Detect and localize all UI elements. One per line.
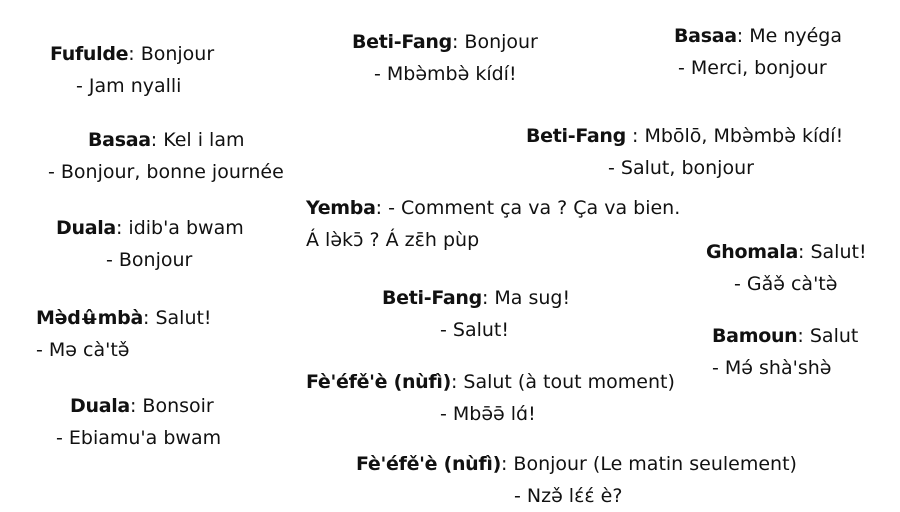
translation-line: Á lə̀kɔ̄ ? Á zɛ̄h pùp <box>306 229 480 251</box>
translation-line: - Mə́ shà'shə̀ <box>712 357 832 379</box>
language-name: Beti-Fang <box>526 125 626 147</box>
greeting-line <box>356 448 797 480</box>
greeting-text: : Bonjour <box>128 43 215 65</box>
greeting-text: : Salut! <box>798 241 867 263</box>
greeting-line <box>526 120 843 152</box>
language-name: Fufulde <box>50 43 129 65</box>
language-name: Bamoun <box>712 325 798 347</box>
translation-line: - Merci, bonjour <box>678 57 827 79</box>
entry-bamoun <box>712 320 858 384</box>
greeting-text: : Kel i lam <box>150 129 245 151</box>
translation-line: - Nzə̌ lɛ́ɛ́ è? <box>514 485 623 507</box>
entry-beti-fang-2 <box>526 120 843 184</box>
language-name: Fè'éfě'è (nùfì) <box>306 371 451 393</box>
translation-line: - Jam nyalli <box>76 75 182 97</box>
entry-medumba <box>36 302 212 366</box>
greeting-line <box>50 38 214 70</box>
greeting-text: : Mbōlō, Mbə̀mbə̀ kídí! <box>625 125 844 147</box>
translation-line: - Mə cà'tə̌ <box>36 339 130 361</box>
entry-duala-1 <box>56 212 244 276</box>
greeting-line <box>712 320 858 352</box>
translation-line: - Salut! <box>440 319 509 341</box>
entry-fufulde <box>50 38 214 102</box>
language-name: Yemba <box>306 197 376 219</box>
translation-line: - Bonjour, bonne journée <box>48 161 284 183</box>
greeting-text: : Bonjour <box>451 31 538 53</box>
greeting-line <box>306 366 675 398</box>
greeting-text: : Salut! <box>143 307 212 329</box>
greeting-line <box>306 192 680 224</box>
greeting-text: : Bonjour (Le matin seulement) <box>500 453 797 475</box>
language-name: Basaa <box>88 129 151 151</box>
greeting-line <box>352 26 538 58</box>
translation-line: - Mbə̄ə̄ lɑ́! <box>440 403 536 425</box>
entry-feefee-2 <box>356 448 797 512</box>
language-name: Duala <box>70 395 130 417</box>
language-name: Duala <box>56 217 116 239</box>
greeting-text: : Ma sug! <box>481 287 571 309</box>
entry-beti-fang-3 <box>382 282 570 346</box>
language-name: Beti-Fang <box>352 31 452 53</box>
greeting-line <box>48 124 284 156</box>
entry-basaa-right <box>674 20 842 84</box>
entry-duala-2 <box>56 390 221 454</box>
greeting-line <box>56 390 221 422</box>
language-name: Beti-Fang <box>382 287 482 309</box>
greeting-line <box>382 282 570 314</box>
greeting-text: : Salut (à tout moment) <box>450 371 675 393</box>
greeting-line <box>56 212 244 244</box>
translation-line: - Bonjour <box>106 249 193 271</box>
translation-line: - Salut, bonjour <box>608 157 754 179</box>
greeting-text: : idib'a bwam <box>115 217 244 239</box>
greeting-text: : Me nyéga <box>736 25 843 47</box>
entry-yemba <box>306 192 680 256</box>
greeting-line <box>706 236 867 268</box>
entry-beti-fang-1 <box>352 26 538 90</box>
greeting-line <box>36 302 212 334</box>
greeting-text: : Bonsoir <box>129 395 214 417</box>
greeting-line <box>674 20 842 52</box>
entry-ghomala <box>706 236 867 300</box>
translation-line: - Gǎə̌ cà'tə̀ <box>734 273 838 295</box>
entry-feefee-1 <box>306 366 675 430</box>
greeting-text: : Salut <box>797 325 859 347</box>
translation-line: - Mbə̀mbə̀ kídí! <box>374 63 517 85</box>
language-name: Ghomala <box>706 241 799 263</box>
language-name: Basaa <box>674 25 737 47</box>
entry-basaa-left <box>48 124 284 188</box>
translation-line: - Ebiamu'a bwam <box>56 427 222 449</box>
language-name: Fè'éfě'è (nùfì) <box>356 453 501 475</box>
greeting-text: : - Comment ça va ? Ça va bien. <box>375 197 681 219</box>
language-name: Mə̀dʉ̂mbà <box>36 307 144 329</box>
